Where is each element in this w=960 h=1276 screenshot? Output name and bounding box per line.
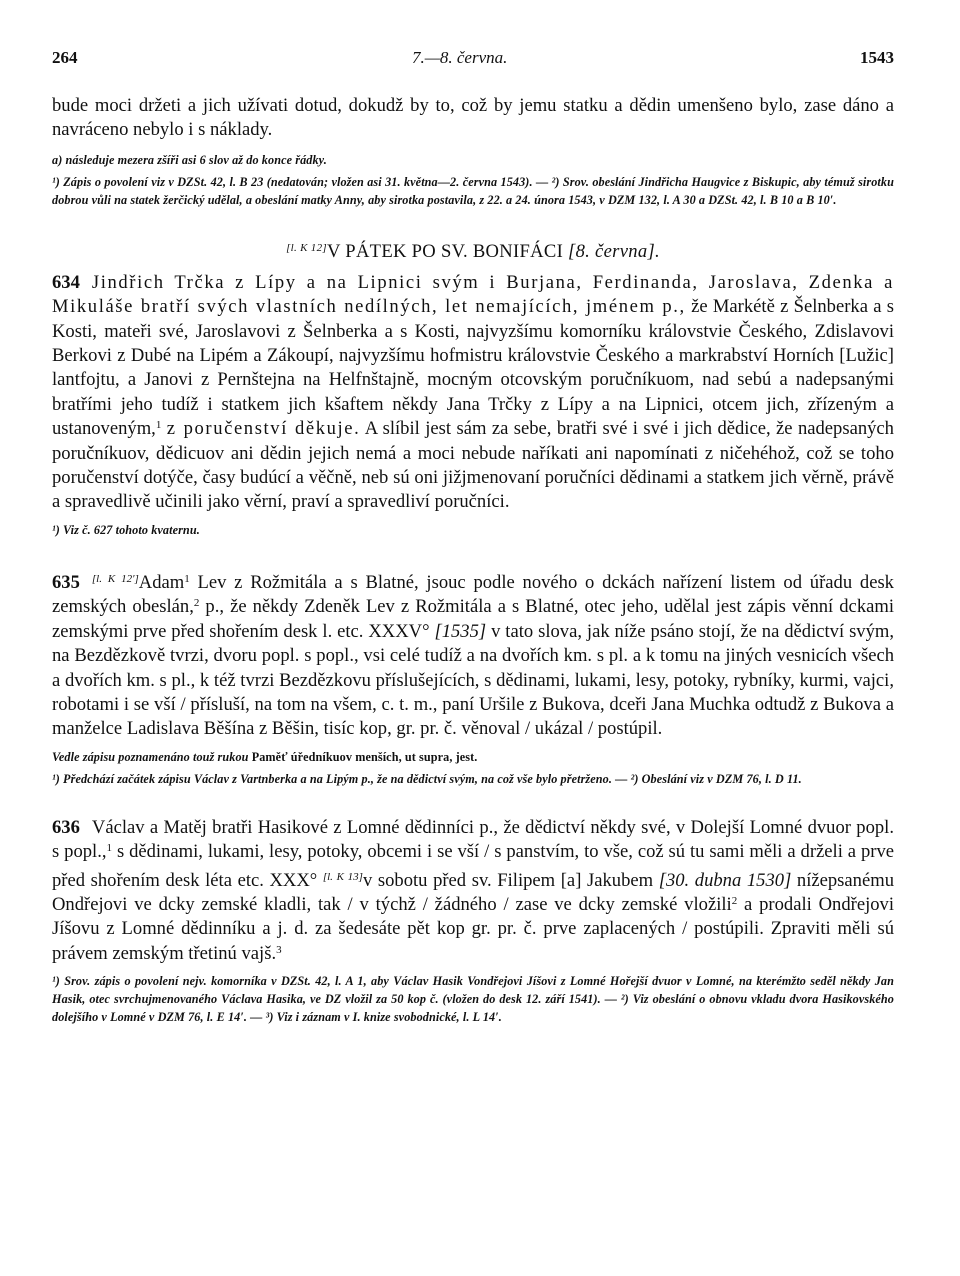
footnotes-635: ¹) Předchází začátek zápisu Václav z Vartnberka a na Lipým p., že na dědictví svým, na což vše bylo přetrženo. — ²) Obeslání viz v DZM 76, l. D 11. bbox=[52, 771, 802, 786]
entry-number: 636 bbox=[52, 816, 80, 838]
entry-635 bbox=[52, 567, 894, 742]
entry-text-tail: A slíbil jest sám za sebe, bratři své i své i jich dědice, že nadepsaných poručníkuov, dědicuov ani dědin jejich nemá a moci nebude naříkati ani napomínati z ničehéhož, což se toho poručenství dotýče, časy budúcí a věčně, neb sú oni jižjmenovaní poručníci dědinami a statkem jich věrně, právě a spravedlivě učinili jako věrní, praví a spravedliví poručníci. bbox=[52, 418, 894, 513]
footnote-634: ¹) Viz č. 627 tohoto kvaternu. bbox=[52, 522, 200, 537]
document-page bbox=[52, 48, 894, 1026]
page-number: 264 bbox=[52, 48, 78, 67]
footnote-ref: 1 bbox=[155, 419, 162, 432]
entry-636 bbox=[52, 816, 894, 966]
entry-634 bbox=[52, 271, 894, 515]
entry-text: Lev z Rožmitála a s Blatné, jsouc podle nového o dckách nařízení listem od úřadu desk zemských obeslán, bbox=[52, 571, 894, 618]
page-header bbox=[52, 48, 894, 72]
footnote-ref: 1 bbox=[184, 572, 190, 585]
footnotes-636: ¹) Srov. zápis o povolení nejv. komorníka v DZSt. 42, l. A 1, aby Václav Hasik Vondřejovi Jíšovi z Lomné Hořejší dvuor v Lomné, na kterémžto seděl někdy Jan Hasik, otec svrchujmenovaného Václava Hasika, ve DZ vložil za 50 kop č. (vložen do desk 12. září 1541). — ²) Viz obeslání o obnovu vkladu dvora Hasikovského dolejšího v Lomné v DZM 76, l. E 14′. — ³) Viz i záznam v I. knize svobodnické, l. L 14′. bbox=[52, 974, 894, 1025]
footnote-ref: 3 bbox=[276, 943, 282, 956]
entry-text: že Markétě z Šelnberka a s Kosti, mateři své, Jaroslavovi z Šelnberka a s Kosti, najvyzšímu komorníku královstvie Českého, Zdislavovi Berkovi z Dubé na Lipém a Zákoupí, najvyzšímu hofmistru královstvie Českého a markrabství Horních [Lužic] lantfojtu, a Janovi z Pernštejna na Helfnštajně, mocným otcovským poručníkuom, nad sebú a nadepsanými bratřími jeho tudíž i statkem jich kšaftem někdy Jana Trčky z Lípy a na Lipnici, otcem jich, zřízeným a ustanoveným, bbox=[52, 296, 894, 440]
entry-date: [30. dubna 1530] bbox=[658, 869, 792, 891]
entry-date: [1535] bbox=[434, 620, 487, 642]
entry-text: v tato slova, jak níže psáno stojí, že na dědictví svým, na Bezdězkově tvrzi, dvoru popl. s popl., vsi celé tudíž a na dvořích km. s pl. a k tomu na jiných vesnicích všech a dvořích km. s pl., k též tvrzi Bezdězkovu příslušejících, s dědinami, lukami, lesy, potoky, rybníky, kurmi, vajci, robotami i se vší / přísluší, na tom na všem, c. t. m., paní Uršile z Bukova, dceři Jana Muchka odtudž z Bukova a manželce Ladislava Běšína z Běšin, tisíc kop, gr. pr. č. věnoval / ukázal / postúpil. bbox=[52, 620, 895, 740]
entry-text: s dědinami, lukami, lesy, potoky, obcemi i se vší / s panstvím, to vše, což sú tu sami měli a drželi a prve před shořením desk léta etc. XXX° bbox=[52, 841, 894, 891]
entry-text: p., že někdy Zdeněk Lev z Rožmitála a s Blatné, otec jeho, udělal jest zápis věnní dckami zemskými prve před shořením desk l. etc. XXXV° bbox=[52, 596, 894, 642]
folio-tag: [l. K 12] bbox=[286, 241, 327, 254]
continued-paragraph: bude moci držeti a jich užívati dotud, dokudž by to, což by jemu statku a dědin umenšeno bylo, zase dáno a navráceno nebylo i s náklady. bbox=[52, 95, 894, 141]
entry-party: Jindřich Trčka z Lípy a na Lipnici svým i Burjana, Ferdinanda, Jaroslava, Zdenka a Mikuláše bratří svých vlastních nedílných, let nemajících, jménem p., bbox=[52, 271, 894, 318]
entry-text: Václav a Matěj bratři Hasikové z Lomné dědinníci p., že dědictví někdy své, v Dolejší Lomné dvuor popl. s popl., bbox=[52, 816, 894, 863]
footnotes-previous-entry: ¹) Zápis o povolení viz v DZSt. 42, l. B 23 (nedatován; vložen asi 31. května—2. června 1543). — ²) Srov. obeslání Jindřicha Haugvice z Biskupic, aby témuž sirotku dobrou vůli na statek žerčický udělal, a obeslání matky Anny, aby sirotka postavila, z 22. a 24. února 1543, v DZM 132, l. A 30 a DZSt. 42, l. B 10 a B 10′. bbox=[52, 174, 894, 207]
folio-tag: [l. K 12′] bbox=[91, 572, 139, 585]
entry-text: nížepsanému Ondřejovi ve dcky zemské kladli, tak / v týchž / žádného / zase ve dcky zemské vložili bbox=[52, 869, 894, 915]
entry-text: Adam bbox=[138, 571, 185, 593]
section-title: V PÁTEK PO SV. BONIFÁCI bbox=[326, 240, 564, 262]
entry-spaced-phrase: z poručenství děkuje. bbox=[166, 418, 361, 440]
running-year: 1543 bbox=[860, 48, 894, 67]
entry-text: v sobotu před sv. Filipem [a] Jakubem bbox=[362, 869, 654, 891]
section-date: [8. června]. bbox=[568, 240, 660, 262]
footnote-ref: 2 bbox=[731, 894, 738, 907]
folio-tag: [l. K 13] bbox=[322, 870, 363, 883]
entry-text: a prodali Ondřejovi Jíšovu z Lomné dědinníku a j. d. za šedesáte pět kop gr. pr. č. prve zaplacených / postúpili. Zpraviti měli sú právem zemským třetinú vajš. bbox=[52, 893, 894, 964]
section-heading bbox=[52, 241, 894, 263]
marginal-note-text: Paměť úředníkuov menších, ut supra, jest. bbox=[251, 749, 478, 764]
entry-number: 634 bbox=[52, 271, 80, 293]
marginal-note bbox=[52, 748, 894, 766]
entry-number: 635 bbox=[52, 571, 80, 593]
footnote-a: a) následuje mezera zšíři asi 6 slov až do konce řádky. bbox=[52, 152, 327, 167]
footnote-ref: 2 bbox=[193, 597, 200, 610]
running-date: 7.—8. června. bbox=[412, 48, 508, 67]
marginal-note-italic: Vedle zápisu poznamenáno touž rukou bbox=[52, 749, 249, 764]
footnote-ref: 1 bbox=[106, 842, 113, 855]
